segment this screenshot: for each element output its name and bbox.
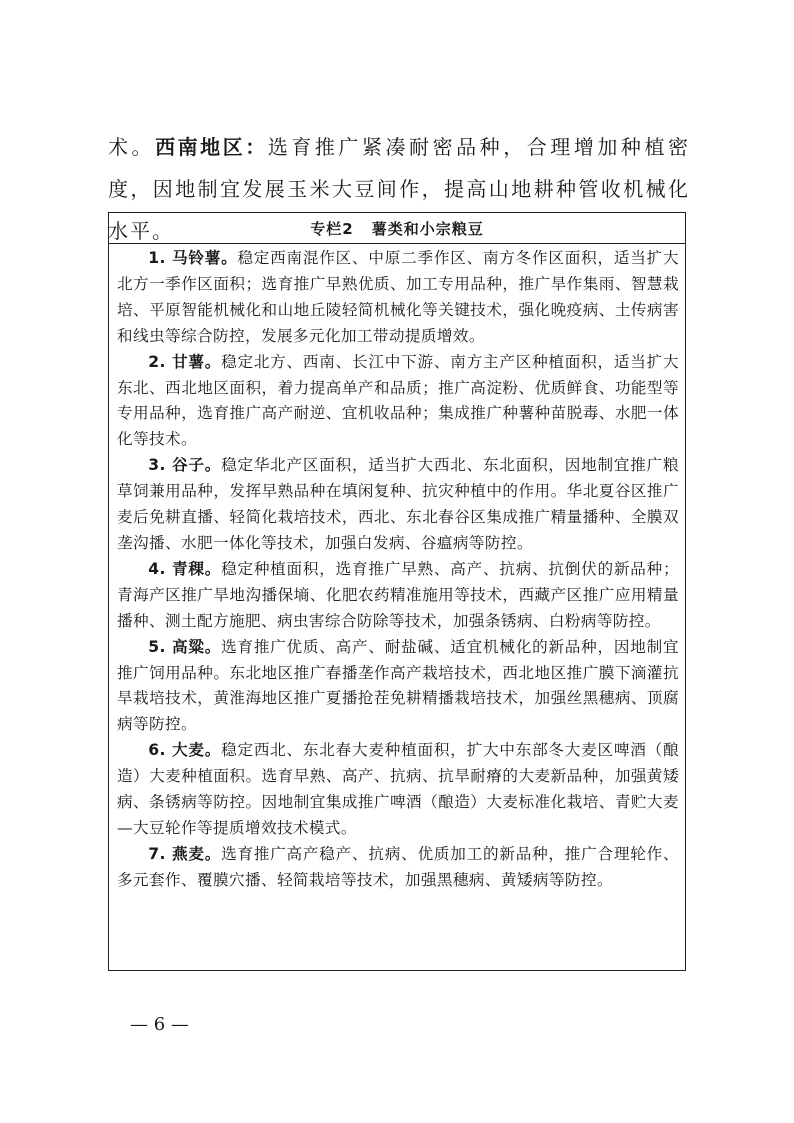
item-lead: 3. 谷子。: [148, 456, 222, 475]
item-lead: 6. 大麦。: [148, 741, 222, 760]
box-item: [117, 635, 679, 739]
box-body: [109, 244, 685, 894]
box-item: [117, 557, 679, 635]
item-lead: 2. 甘薯。: [148, 352, 222, 371]
box-item: [117, 246, 679, 350]
item-text: 选育推广高产稳产、抗病、优质加工的新品种，推广合理轮作、多元套作、覆膜穴播、轻简栽培等技术，加强黑穗病、黄矮病等防控。: [117, 844, 680, 889]
intro-region-label: 西南地区：: [155, 135, 268, 159]
item-lead: 5. 高粱。: [148, 637, 222, 656]
feature-box: [108, 212, 686, 971]
item-text: 选育推广优质、高产、耐盐碱、适宜机械化的新品种，因地制宜推广饲用品种。东北地区推广春播垄作高产栽培技术，西北地区推广膜下滴灌抗旱栽培技术，黄淮海地区推广夏播抢茬免耕精播栽培技术，加强丝黑穗病、顶腐病等防控。: [117, 637, 680, 734]
box-item: [117, 738, 679, 842]
box-title-prefix: 专栏2: [310, 219, 354, 238]
box-item: [117, 842, 679, 894]
box-item: [117, 453, 679, 557]
item-text: 稳定北方、西南、长江中下游、南方主产区种植面积，适当扩大东北、西北地区面积，着力提高单产和品质；推广高淀粉、优质鲜食、功能型等专用品种，选育推广高产耐逆、宜机收品种；集成推广种薯种苗脱毒、水肥一体化等技术。: [117, 352, 680, 449]
page-number: — 6 —: [130, 1014, 189, 1035]
intro-text-before: 术。: [108, 135, 156, 159]
item-lead: 7. 燕麦。: [148, 844, 222, 863]
item-text: 稳定西北、东北春大麦种植面积，扩大中东部冬大麦区啤酒（酿造）大麦种植面积。选育早熟、高产、抗病、抗旱耐瘠的大麦新品种，加强黄矮病、条锈病等防控。因地制宜集成推广啤酒（酿造）大麦标准化栽培、青贮大麦—大豆轮作等提质增效技术模式。: [117, 741, 680, 837]
intro-text-after: 选育推广紧凑耐密品种，合理增加种植密度，因地制宜发展玉米大豆间作，提高山地耕种管收机械化水平。: [108, 135, 691, 243]
item-text: 稳定种植面积，选育推广早熟、高产、抗病、抗倒伏的新品种；青海产区推广旱地沟播保墒、化肥农药精准施用等技术，西藏产区推广应用精量播种、测土配方施肥、病虫害综合防除等技术，加强条锈病、白粉病等防控。: [117, 559, 680, 630]
item-lead: 1. 马铃薯。: [148, 249, 238, 267]
item-text: 稳定西南混作区、中原二季作区、南方冬作区面积，适当扩大北方一季作区面积；选育推广早熟优质、加工专用品种，推广旱作集雨、智慧栽培、平原智能机械化和山地丘陵轻简机械化等关键技术，强化晚疫病、土传病害和线虫等综合防控，发展多元化加工带动提质增效。: [117, 249, 679, 345]
box-item: [117, 350, 679, 454]
box-title: [109, 213, 685, 244]
box-title-text: 薯类和小宗粮豆: [371, 219, 484, 238]
item-lead: 4. 青稞。: [148, 559, 222, 578]
item-text: 稳定华北产区面积，适当扩大西北、东北面积，因地制宜推广粮草饲兼用品种，发挥早熟品种在填闲复种、抗灾种植中的作用。华北夏谷区推广麦后免耕直播、轻简化栽培技术，西北、东北春谷区集成推广精量播种、全膜双垄沟播、水肥一体化等技术，加强白发病、谷瘟病等防控。: [117, 456, 680, 552]
